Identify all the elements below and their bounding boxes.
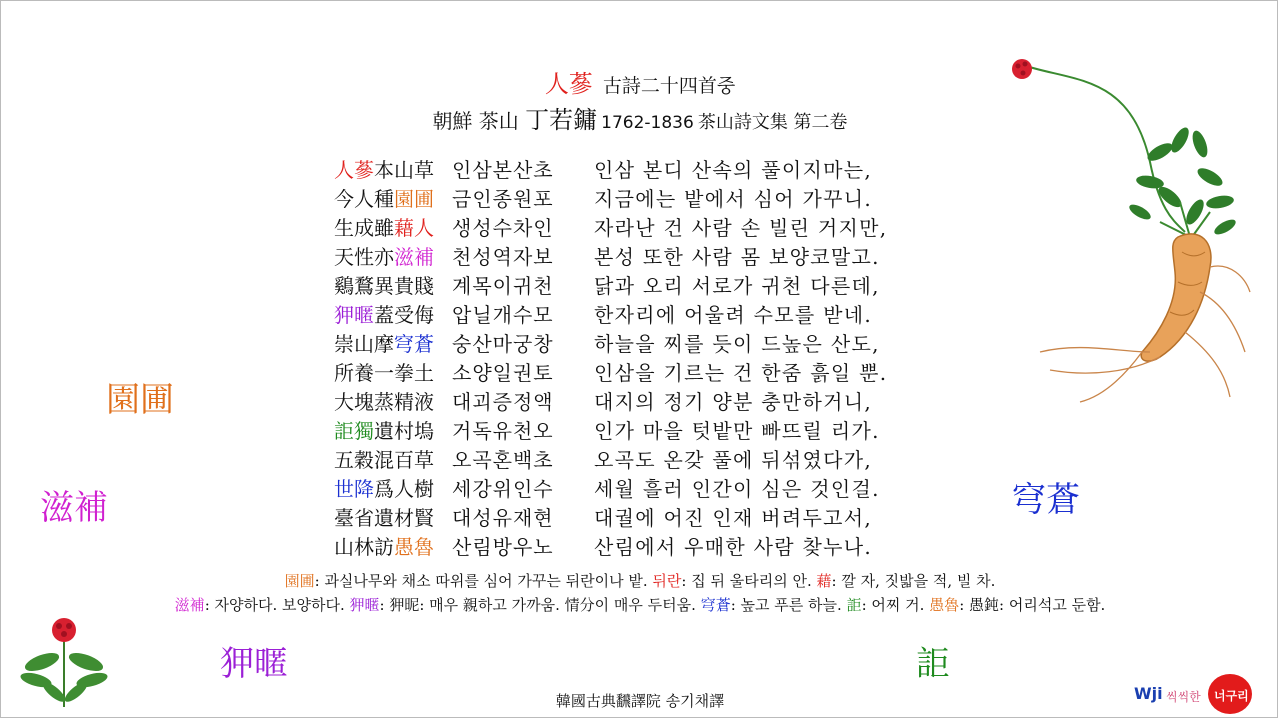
poem-line-reading: 산림방우노	[452, 535, 554, 559]
notes-line-2	[0, 594, 1280, 615]
poem-line-translation: 인가 마을 텃밭만 빠뜨릴 리가.	[594, 419, 880, 443]
logo-ssi: 씩씩한	[1166, 690, 1201, 704]
ginseng-plant-illustration	[14, 612, 114, 707]
big-label-ju: 詎	[916, 644, 950, 684]
author-book: 茶山詩文集 第二卷	[697, 112, 848, 133]
note-definition: : 愚鈍: 어리석고 둔함.	[959, 596, 1106, 614]
note-term: 滋補	[174, 596, 205, 614]
poem-highlight: 世降	[334, 477, 374, 501]
poem-line	[334, 185, 887, 214]
poem-text: 本山草	[374, 158, 434, 182]
poem-line-hanja	[334, 475, 452, 504]
poem-line-translation: 본성 또한 사람 몸 보양코말고.	[594, 245, 880, 269]
author-poet: 丁若鏞	[525, 106, 598, 134]
poem-line-reading: 계목이귀천	[452, 274, 554, 298]
notes-line-1	[0, 570, 1280, 591]
footer-credit: 韓國古典飜譯院 송기채譯	[555, 692, 725, 710]
poem-text: 山林訪	[334, 535, 394, 559]
logo-wji: Wji	[1134, 684, 1163, 703]
note-term: 園圃	[284, 572, 315, 590]
note-definition: : 깔 자, 짓밟을 적, 빌 차.	[831, 572, 996, 590]
poem-text: 生成雖	[334, 216, 394, 240]
poem-line-reading: 숭산마궁창	[452, 332, 554, 356]
poem-text: 遺村塢	[374, 419, 434, 443]
note-definition: : 높고 푸른 하늘.	[730, 596, 847, 614]
poem-highlight: 人蔘	[334, 158, 374, 182]
poem-line-hanja	[334, 359, 452, 388]
poem-line-reading: 인삼본산초	[452, 158, 554, 182]
poem-line	[334, 330, 887, 359]
poem-line-hanja	[334, 504, 452, 533]
note-term: 狎暱	[349, 596, 380, 614]
poem-line-reading: 소양일권토	[452, 361, 554, 385]
author-years: 1762-1836	[601, 113, 694, 133]
poem-line-hanja	[334, 272, 452, 301]
poem-line-translation: 오곡도 온갖 풀에 뒤섞였다가,	[594, 448, 873, 472]
poem-line	[334, 446, 887, 475]
poem-text: 大塊蒸精液	[334, 390, 434, 414]
note-definition: : 과실나무와 채소 따위를 심어 가꾸는 뒤란이나 밭.	[314, 572, 653, 590]
poem-text: 今人種	[334, 187, 394, 211]
note-definition: : 집 뒤 울타리의 안.	[681, 572, 817, 590]
big-label-xiani: 狎暱	[220, 644, 288, 684]
poem-line-reading: 오곡혼백초	[452, 448, 554, 472]
poem-line	[334, 272, 887, 301]
poem-text: 鷄鶩異貴賤	[334, 274, 434, 298]
poem-line	[334, 388, 887, 417]
poem-line	[334, 417, 887, 446]
note-definition: : 어찌 거.	[861, 596, 930, 614]
poem-line-hanja	[334, 446, 452, 475]
poem-line	[334, 156, 887, 185]
poem-line-hanja	[334, 301, 452, 330]
poem-text: 五穀混百草	[334, 448, 434, 472]
big-label-qiongcang: 穹蒼	[1012, 480, 1080, 520]
poem-line	[334, 475, 887, 504]
poem-line	[334, 301, 887, 330]
poem-line	[334, 533, 887, 562]
poem-line-translation: 대지의 정기 양분 충만하거니,	[594, 390, 873, 414]
poem-text: 蓋受侮	[374, 303, 434, 327]
poem-line-translation: 산림에서 우매한 사람 찾누나.	[594, 535, 873, 559]
poem-text: 臺省遺材賢	[334, 506, 434, 530]
note-term: 愚魯	[929, 596, 960, 614]
poem-text: 爲人樹	[374, 477, 434, 501]
poem-line-translation: 하늘을 찌를 듯이 드높은 산도,	[594, 332, 880, 356]
poem-highlight: 藉人	[394, 216, 434, 240]
poem-line-reading: 세강위인수	[452, 477, 554, 501]
poem-line-reading: 대성유재현	[452, 506, 554, 530]
note-term: 詎	[846, 596, 862, 614]
poem-line-translation: 대궐에 어진 인재 버려두고서,	[594, 506, 873, 530]
title-main: 人蔘	[544, 70, 593, 98]
note-term: 藉	[816, 572, 832, 590]
note-definition: : 자양하다. 보양하다.	[204, 596, 350, 614]
poem-line-translation: 인삼을 기르는 건 한줌 흙일 뿐.	[594, 361, 888, 385]
poem-line-translation: 세월 흘러 인간이 심은 것인걸.	[594, 477, 880, 501]
poem-line	[334, 504, 887, 533]
poem-body	[334, 156, 887, 562]
poem-text: 崇山摩	[334, 332, 394, 356]
author-prefix: 朝鮮 茶山	[432, 109, 526, 133]
poem-text: 所養一拳土	[334, 361, 434, 385]
poem-line-translation: 자라난 건 사람 손 빌린 거지만,	[594, 216, 888, 240]
poem-line-hanja	[334, 243, 452, 272]
poem-highlight: 狎暱	[334, 303, 374, 327]
poem-line-translation: 지금에는 밭에서 심어 가꾸니.	[594, 187, 873, 211]
poem-line-hanja	[334, 533, 452, 562]
poem-line-reading: 금인종원포	[452, 187, 554, 211]
poem-highlight: 園圃	[394, 187, 434, 211]
poem-line-hanja	[334, 330, 452, 359]
note-definition: : 狎昵: 매우 親하고 가까움. 情分이 매우 두터움.	[379, 596, 701, 614]
poem-line-hanja	[334, 388, 452, 417]
note-term: 穹蒼	[700, 596, 731, 614]
poem-line-hanja	[334, 214, 452, 243]
poem-line-translation: 인삼 본디 산속의 풀이지마는,	[594, 158, 873, 182]
poem-line-translation: 한자리에 어울려 수모를 받네.	[594, 303, 873, 327]
poem-line-hanja	[334, 156, 452, 185]
poem-highlight: 愚魯	[394, 535, 434, 559]
big-label-zibu: 滋補	[40, 488, 108, 528]
poem-line-reading: 거독유천오	[452, 419, 554, 443]
poem-highlight: 穹蒼	[394, 332, 434, 356]
poem-line	[334, 243, 887, 272]
poem-line	[334, 359, 887, 388]
poem-highlight: 滋補	[394, 245, 434, 269]
logo-badge-text: 너구리	[1214, 689, 1249, 703]
poem-highlight: 詎獨	[334, 419, 374, 443]
poem-line-hanja	[334, 185, 452, 214]
title-sub: 古詩二十四首중	[602, 75, 736, 97]
ginseng-root-illustration	[1010, 52, 1260, 412]
poem-line	[334, 214, 887, 243]
poem-line-reading: 천성역자보	[452, 245, 554, 269]
poem-line-reading: 압닐개수모	[452, 303, 554, 327]
poem-line-translation: 닭과 오리 서로가 귀천 다른데,	[594, 274, 880, 298]
big-label-yuanpu: 園圃	[106, 380, 174, 420]
poem-line-reading: 대괴증정액	[452, 390, 554, 414]
note-term: 뒤란	[652, 572, 682, 590]
brand-logo	[1130, 668, 1278, 718]
poem-line-hanja	[334, 417, 452, 446]
poem-line-reading: 생성수차인	[452, 216, 554, 240]
poem-text: 天性亦	[334, 245, 394, 269]
